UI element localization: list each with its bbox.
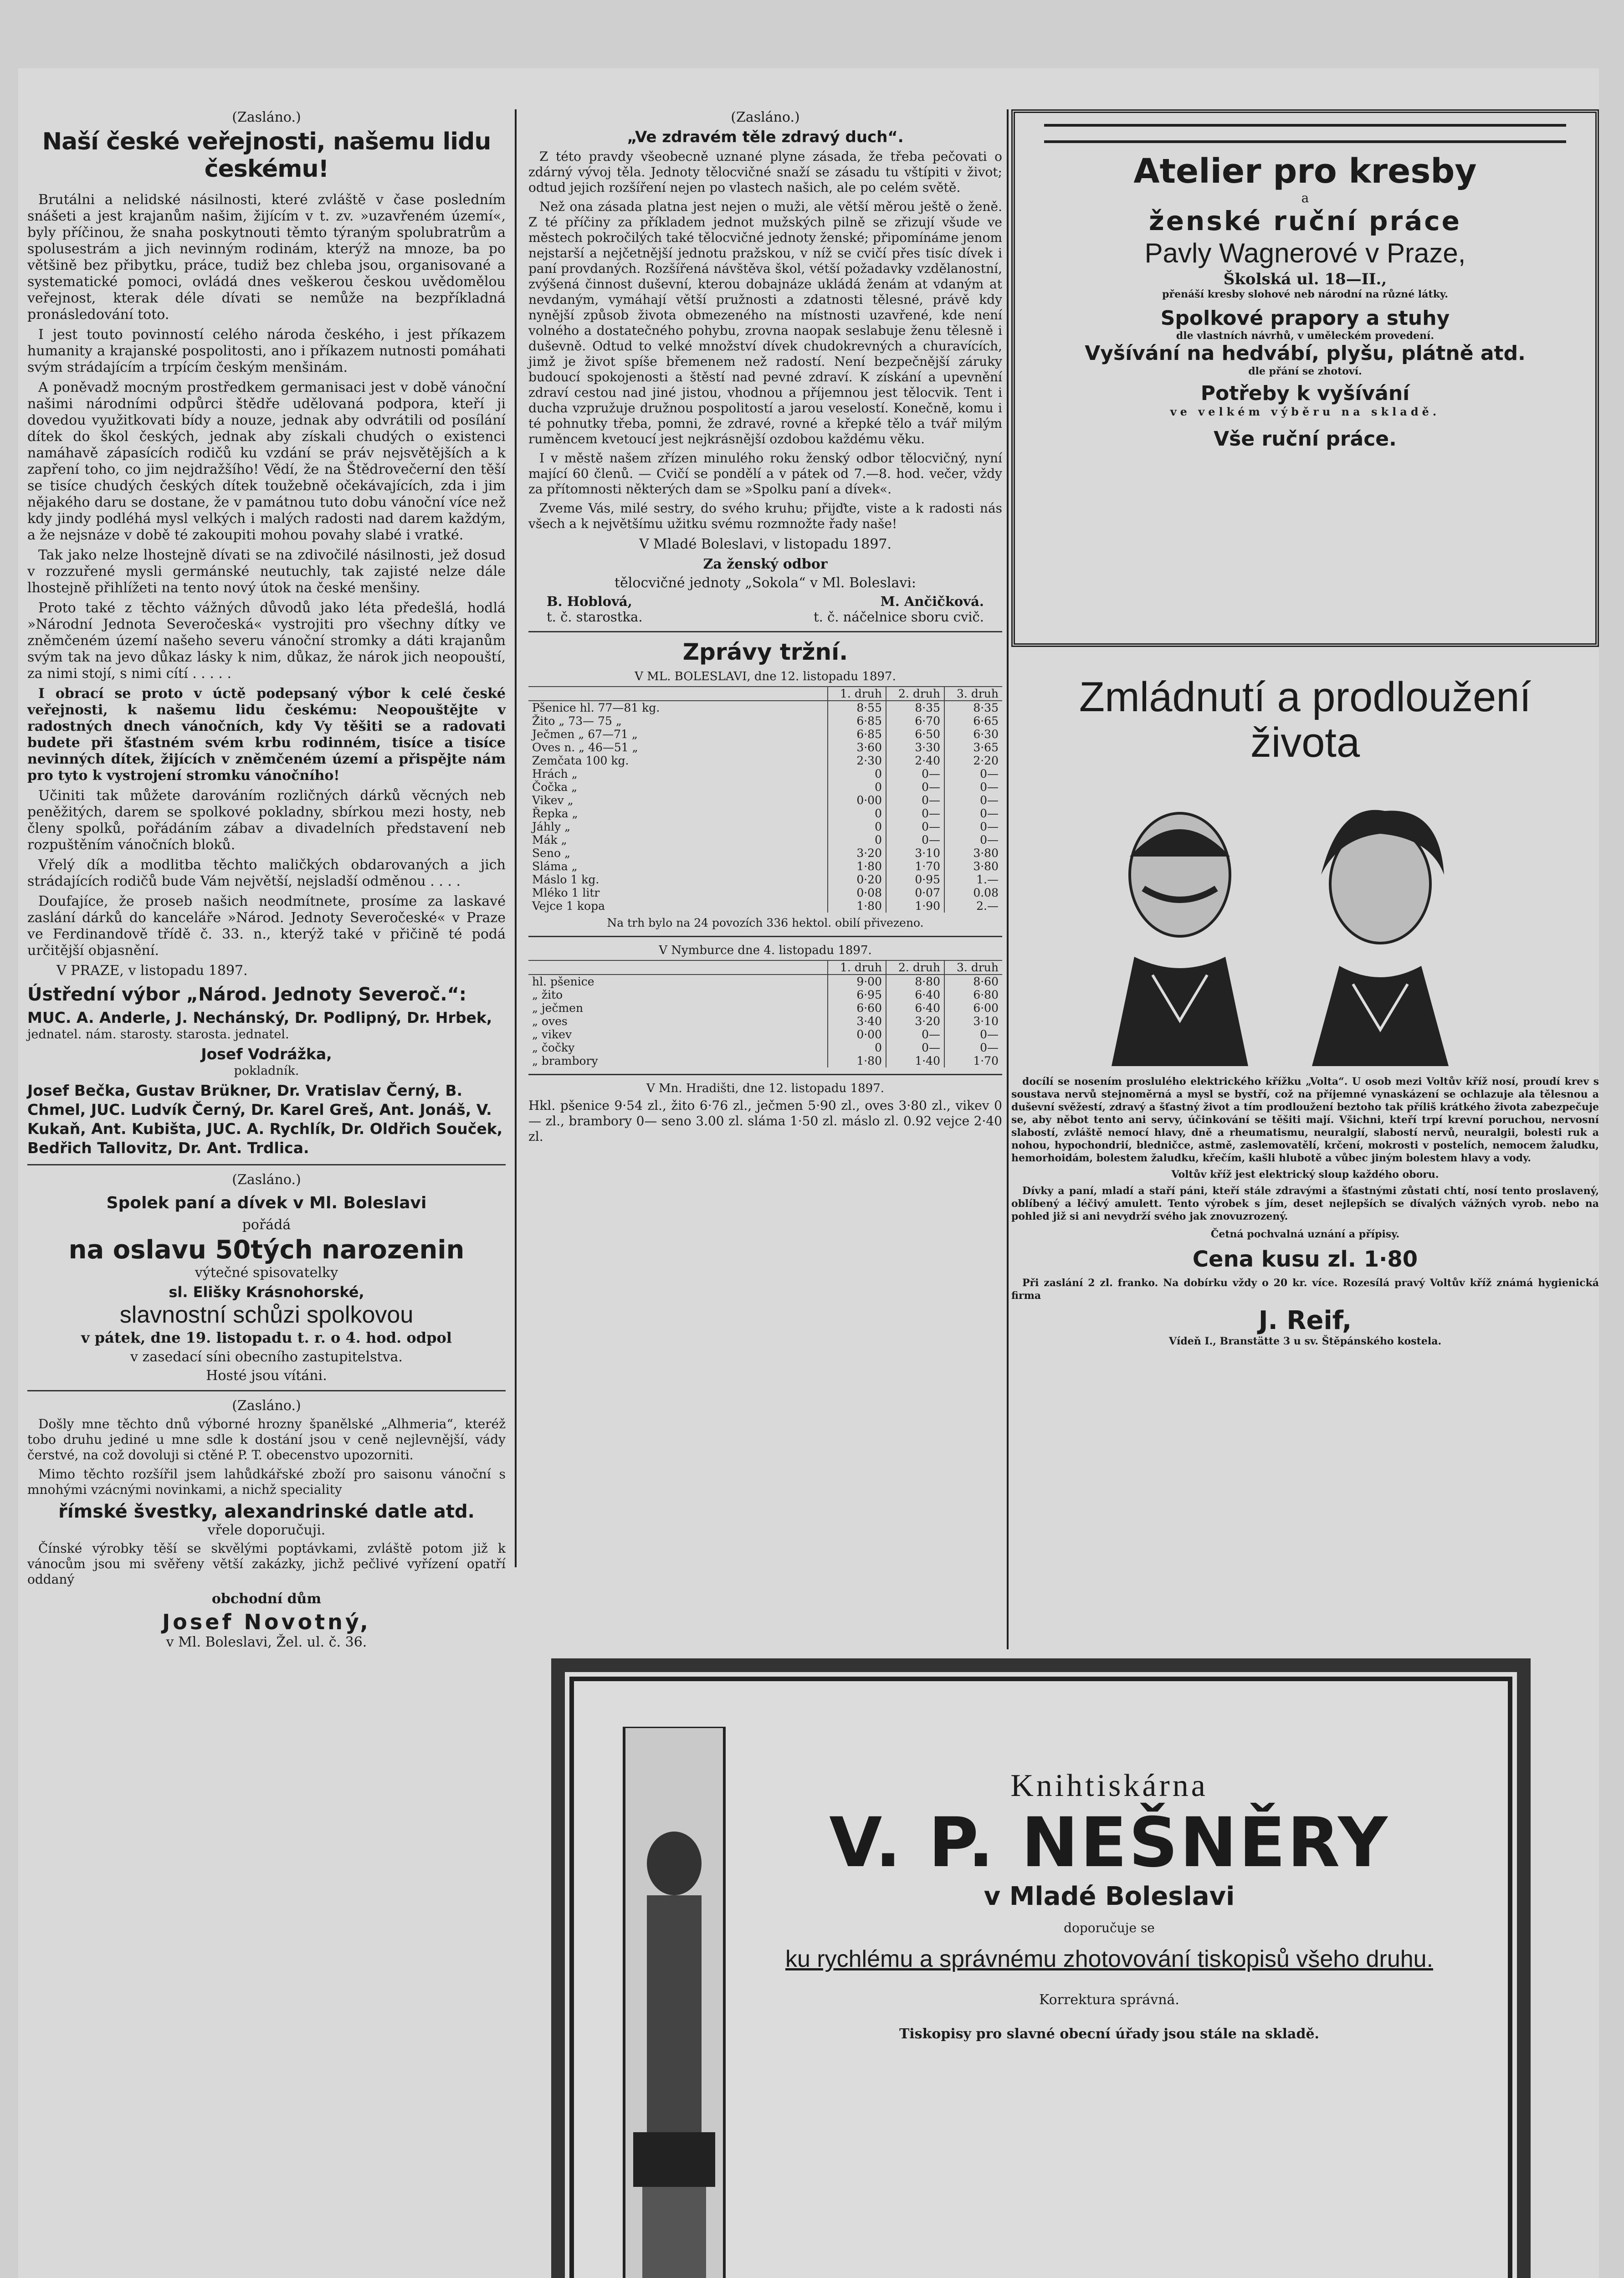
divider — [27, 1164, 506, 1165]
table-header-cell: 2. druh — [886, 960, 944, 975]
atelier-rucni: Vše ruční práce. — [1214, 427, 1397, 451]
nesnery-rychlemu: ku rychlému a správnému zhotovování tiskopisů všeho druhu. — [785, 1946, 1434, 1972]
zaslano-label: (Zasláno.) — [232, 1172, 301, 1188]
table-row — [528, 860, 1002, 873]
divider — [27, 1390, 506, 1391]
table-cell: 0·00 — [828, 1028, 886, 1041]
table-cell: 3·65 — [944, 741, 1002, 754]
zaslano-label: (Zasláno.) — [731, 109, 800, 125]
table-cell: 1·70 — [944, 1054, 1002, 1067]
table-cell: 8·55 — [828, 701, 886, 714]
sokol-paragraph: I v městě našem zřízen minulého roku ženský odbor tělocvičný, nyní mající 60 členů. — Cvičí se pondělí a v pátek od 7.—8. hod. večer, vždy za přítomnosti některých dam se »Spolku paní a dívek«. — [528, 451, 1002, 497]
table-cell: 6·70 — [886, 714, 944, 728]
table-cell: 0— — [944, 1041, 1002, 1054]
committee-names: Josef Vodrážka, — [201, 1045, 332, 1063]
table-row — [528, 1015, 1002, 1028]
sokol-paragraph: Zveme Vás, milé sestry, do svého kruhu; přijďte, viste a k radosti nás všech a k největšímu užitku svému rozmnožte řady naše! — [528, 501, 1002, 531]
atelier-potreby: Potřeby k vyšívání — [1200, 382, 1410, 405]
table-cell: 0 — [828, 820, 886, 833]
table-cell: „ brambory — [532, 1054, 598, 1067]
table-cell: 1·80 — [828, 860, 886, 873]
table-cell: 6·85 — [828, 714, 886, 728]
column-divider-1 — [515, 109, 517, 1567]
table-cell: 1·80 — [828, 899, 886, 913]
portraits-illustration — [1084, 784, 1494, 1066]
nesnery-name: V. P. NEŠNĚRY — [829, 1803, 1389, 1883]
table-cell: 0— — [886, 807, 944, 820]
table-row — [528, 767, 1002, 780]
table-cell: 0— — [944, 833, 1002, 847]
volta-headline: Zmládnutí a prodloužení života — [1079, 674, 1532, 766]
table-cell: 0— — [886, 1041, 944, 1054]
table-cell: Oves n. „ 46—51 „ — [532, 741, 638, 754]
table-cell: hl. pšenice — [532, 975, 594, 988]
table-cell: 0·08 — [828, 886, 886, 899]
table-cell: 8·60 — [944, 975, 1002, 988]
headline-appeal: Naší české veřejnosti, našemu lidu českému! — [42, 128, 491, 183]
reif-address: Vídeň I., Branstätte 3 u sv. Štěpánského kostela. — [1168, 1335, 1442, 1347]
signature-role: t. č. starostka. — [547, 609, 643, 625]
table-cell: Mléko 1 litr — [532, 886, 600, 899]
table-row — [528, 714, 1002, 728]
woman-portrait-icon — [1312, 810, 1449, 1066]
volta-shipping: Při zaslání 2 zl. franko. Na dobírku vždy o 20 kr. více. Rozesílá pravý Voltův kříž známá hygienická firma — [1011, 1277, 1599, 1302]
table-cell: 0 — [828, 1041, 886, 1054]
nesnery-mlade: v Mladé Boleslavi — [984, 1882, 1235, 1911]
vytecne-text: výtečné spisovatelky — [195, 1265, 338, 1281]
nesnery-ad — [551, 1658, 1531, 2278]
table-cell: Pšenice hl. 77—81 kg. — [532, 701, 660, 714]
nesnery-korektura: Korrektura správná. — [1039, 1992, 1179, 2008]
table-cell: 0— — [886, 794, 944, 807]
cinske-paragraph: Čínské výrobky těší se skvělými poptávkami, zvláště potom již k vánocům jsou mi svěřeny větší zakázky, jichž pečlivé vyřízení opatří oddaný — [27, 1541, 506, 1587]
atelier-prani: dle přání se zhotoví. — [1248, 365, 1362, 377]
divider — [528, 1074, 1002, 1075]
spolek-title: Spolek paní a dívek v Ml. Boleslavi — [106, 1194, 427, 1212]
place-date: V Mladé Boleslavi, v listopadu 1897. — [639, 536, 892, 552]
table-cell: 2·20 — [944, 754, 1002, 767]
signature-role: t. č. náčelnice sboru cvič. — [813, 609, 984, 625]
table-cell: 3·10 — [886, 847, 944, 860]
committee-roles: pokladník. — [234, 1064, 299, 1078]
table-cell: 0 — [828, 833, 886, 847]
market-table-nymburk — [528, 960, 1002, 1067]
table-header-cell — [528, 960, 828, 975]
appeal-paragraph: Brutálni a nelidské násilnosti, které zvláště v čase posledním snášeti a jest krajanům našim, žijícím v t. zv. »uzavřeném území«, byly příčinou, že snaha poskytnouti těmto týraným spolubratrům a spolusestrám a jich nevinným rodinám, kterýž na mnoze, ba po většině bez přibytku, práce, tudiž bez chleba jsou, organisované a systematické pomoci, ovládá dnes veškerou českou uvědomělou veřejnost, kterak déle dívati se nemůže na bezpříkladná pronásledování toto. — [27, 192, 506, 323]
table-cell: „ žito — [532, 988, 563, 1001]
table-cell: „ vikev — [532, 1028, 572, 1041]
table-header-row — [528, 960, 1002, 975]
man-portrait-icon — [1112, 813, 1248, 1066]
table-cell: Sláma „ — [532, 860, 578, 873]
column-right — [1011, 109, 1599, 1347]
committee-members: Josef Bečka, Gustav Brükner, Dr. Vratislav Černý, B. Chmel, JUC. Ludvík Černý, Dr. Karel Greš, Ant. Jonáš, V. Kukaň, Ant. Kubišta, JUC. A. Rychlík, Dr. Oldřich Souček, Bedřich Tallovitz, Dr. Ant. Trdlica. — [27, 1082, 503, 1157]
market-note: Na trh bylo na 24 povozích 336 hektol. obilí přivezeno. — [607, 916, 924, 929]
atelier-navrhu: dle vlastních návrhů, v uměleckém provedení. — [1176, 330, 1434, 342]
atelier-vysivani: Vyšívání na hedvábí, plyšu, plátně atd. — [1085, 342, 1526, 365]
table-cell: 0— — [886, 780, 944, 794]
atelier-prenasi: přenáší kresby slohové neb národní na různé látky. — [1162, 288, 1448, 300]
table-cell: Jáhly „ — [532, 820, 571, 833]
ornament-band — [1044, 124, 1566, 143]
table-cell: Seno „ — [532, 847, 570, 860]
appeal-paragraph: I jest touto povinností celého národa českého, i jest příkazem humanity a krajanské pospolitosti, ano i příkazem nutnosti pomáhati svým strádajícím a trpícím českým menšinám. — [27, 327, 506, 375]
table-cell: Zemčata 100 kg. — [532, 754, 629, 767]
atelier-a: a — [1301, 190, 1309, 205]
table-row — [528, 1028, 1002, 1041]
signature-right — [814, 594, 984, 625]
table-header-cell: 3. druh — [944, 960, 1002, 975]
table-cell: 6·00 — [944, 1001, 1002, 1015]
table-cell: 6·40 — [886, 1001, 944, 1015]
table-cell: 1·80 — [828, 1054, 886, 1067]
novotny-name: Josef Novotný, — [162, 1610, 371, 1634]
table-row — [528, 1054, 1002, 1067]
market-hradiste-text: Hkl. pšenice 9·54 zl., žito 6·76 zl., ječmen 5·90 zl., oves 3·80 zl., vikev 0— zl., brambory 0— seno 3.00 zl. sláma 1·50 zl. máslo zl. 0.92 vejce 2·40 zl. — [528, 1098, 1002, 1144]
atelier-zenske: ženské ruční práce — [1148, 205, 1462, 236]
table-cell: 0— — [886, 1028, 944, 1041]
signature-left — [547, 594, 643, 625]
table-cell: 0·95 — [886, 873, 944, 886]
atelier-skolska: Školská ul. 18—II., — [1223, 270, 1387, 288]
table-row — [528, 807, 1002, 820]
appeal-paragraph: Vřelý dík a modlitba těchto maličkých obdarovaných a jich strádajících rodičů bude Vám největší, nejsladší odměnou . . . . — [27, 857, 506, 889]
appeal-paragraph: Doufajíce, že proseb našich neodmítnete, prosíme za laskavé zaslání dárků do kanceláře »Národ. Jednoty Severočeské« v Praze ve Ferdinandově třídě č. 33. n., kterýž také v přičině té podá určitější objasnění. — [27, 893, 506, 959]
odbor-jednota: tělocvičné jednoty „Sokola“ v Ml. Boleslavi: — [614, 575, 916, 591]
table-cell: 1·70 — [886, 860, 944, 873]
volta-paragraph: Voltův kříž jest elektrický sloup každého oboru. — [1171, 1169, 1439, 1180]
appeal-paragraph: A poněvadž mocným prostředkem germanisaci jest v době vánoční našimi národními odpůrci štědře udělovaná podpora, kteří ji dovedou využitkovati bídy a nouze, jednak aby odvrátili od posílání dítek do škol českých, jednak aby získali chudých o existenci namáhavě zápasících rodičů ku vzdání se práv nejsvětějších a k zapření toho, co jim nejdražšího! Vědí, že na Štědrovečerní den těší se tisíce chudých českých dítek toužebně očekávajících, zda i jim nějakého daru se dostane, že v památnou tuto dobu vánoční více než kdy jindy podléhá mysl velkých i malých radosti nad darem každým, a že nejsnáze v době té zakoupiti mohou povahy slabé i vratké. — [27, 380, 506, 543]
table-cell: 3·20 — [828, 847, 886, 860]
table-cell: 0— — [886, 833, 944, 847]
atelier-title: Atelier pro kresby — [1133, 152, 1477, 191]
odbor-label: Za ženský odbor — [703, 556, 828, 572]
sokol-headline: „Ve zdravém těle zdravý duch“. — [627, 128, 904, 146]
svestky-headline: římské švestky, alexandrinské datle atd. — [58, 1501, 475, 1522]
place-date: V PRAZE, v listopadu 1897. — [56, 963, 248, 979]
table-cell: Hrách „ — [532, 767, 578, 780]
table-cell: 2·40 — [886, 754, 944, 767]
column-divider-2 — [1007, 109, 1009, 1649]
table-cell: Řepka „ — [532, 807, 578, 820]
table-cell: „ ječmen — [532, 1001, 584, 1015]
table-cell: 3·10 — [944, 1015, 1002, 1028]
market-table-title: V ML. BOLESLAVI, dne 12. listopadu 1897. — [635, 670, 896, 683]
table-cell: 1·90 — [886, 899, 944, 913]
zaslano-label: (Zasláno.) — [232, 109, 301, 125]
eliska-name: sl. Elišky Krásnohorské, — [169, 1283, 364, 1301]
table-cell: 6·80 — [944, 988, 1002, 1001]
volta-paragraph: Četná pochvalná uznání a přípisy. — [1210, 1228, 1400, 1240]
table-cell: 2.— — [944, 899, 1002, 913]
oslava-headline: na oslavu 50tých narozenin — [68, 1235, 465, 1265]
table-cell: 6·85 — [828, 728, 886, 741]
table-cell: „ čočky — [532, 1041, 575, 1054]
nesnery-tiskopisy: Tiskopisy pro slavné obecní úřady jsou stále na skladě. — [899, 2026, 1320, 2042]
table-cell: 3·60 — [828, 741, 886, 754]
volta-price: Cena kusu zl. 1·80 — [1192, 1247, 1418, 1272]
table-cell: 3·40 — [828, 1015, 886, 1028]
table-row — [528, 794, 1002, 807]
reif-name: J. Reif, — [1258, 1306, 1352, 1335]
statue-ornament-icon — [615, 1727, 733, 2278]
divider — [528, 936, 1002, 937]
table-header-row — [528, 687, 1002, 701]
sokol-paragraph: Z této pravdy všeobecně uznané plyne zásada, že třeba pečovati o zdárný vývoj těla. Jednoty tělocvičné snaží se zásadu tu vštípiti v život; odtud jejich rozšíření nejen po vlastech našich, ale po celém světě. — [528, 149, 1002, 195]
table-cell: Čočka „ — [532, 780, 578, 794]
table-cell: 0.08 — [944, 886, 1002, 899]
novotny-address: v Ml. Boleslavi, Žel. ul. č. 36. — [166, 1634, 367, 1650]
table-cell: „ oves — [532, 1015, 568, 1028]
table-cell: 0— — [886, 820, 944, 833]
obchodni-dum: obchodní dům — [211, 1591, 322, 1607]
table-cell: 0 — [828, 767, 886, 780]
committee-heading: Ústřední výbor „Národ. Jednoty Severoč.“: — [27, 984, 466, 1005]
newspaper-page — [18, 68, 1599, 2278]
volta-paragraph: docílí se nosením proslulého elektrického křížku „Volta“. U osob mezi Voltův kříž nosí, proudí krev s soustava nervů stejnoměrná a mysl se bystří, což na příjemné vynaskázení se ochlazuje ala tělesnou a duševní svěžestí, zdravý a šťastný život a tím prodloužení beztoho tak příliš krátkého života zabezpečuje se, aby něbot tento ani servy, účinkování se těšiti mají. Všichni, kteří trpí krevní poruchou, nervosní slabostí, zvláště nemocí hlavy, dně a rheumatismu, neuralgií, slabostí nervů, neuralgii, bolesti ruk a nohou, hypochondrií, bledničce, astmě, zaslemovatělí, krčení, mokrosti v postelích, nemocem žaludku, hemorhoidám, bolestem žaludku, křečím, kašli hlubotě a vůbec jiným bolestem hlavy a vody. — [1011, 1076, 1599, 1164]
zaslano-label: (Zasláno.) — [232, 1398, 301, 1414]
market-table-title: V Mn. Hradišti, dne 12. listopadu 1897. — [646, 1082, 885, 1095]
table-cell: 6·60 — [828, 1001, 886, 1015]
table-row — [528, 899, 1002, 913]
table-row — [528, 975, 1002, 988]
atelier-ad — [1011, 109, 1599, 647]
table-header-cell: 1. druh — [828, 687, 886, 701]
table-row — [528, 1041, 1002, 1054]
porada-text: pořádá — [242, 1217, 291, 1233]
lahudky-paragraph: Mimo těchto rozšířil jsem lahůdkářské zboží pro saisonu vánoční s mnohými vzácnými novinkami, a nichž speciality — [27, 1467, 506, 1497]
table-header-cell — [528, 687, 828, 701]
guests-welcome: Hosté jsou vítáni. — [206, 1368, 327, 1384]
table-cell: 2·30 — [828, 754, 886, 767]
atelier-vyber: ve velkém výběru na skladě. — [1170, 405, 1440, 418]
table-header-cell: 2. druh — [886, 687, 944, 701]
table-cell: 8·35 — [886, 701, 944, 714]
table-cell: Mák „ — [532, 833, 567, 847]
table-cell: Vejce 1 kopa — [532, 899, 605, 913]
signature-name: M. Ančičková. — [880, 594, 984, 609]
market-heading: Zprávy tržní. — [682, 639, 848, 665]
table-cell: 1.— — [944, 873, 1002, 886]
knihtiskarna-title: Knihtiskárna — [1010, 1768, 1208, 1803]
table-cell: 3·80 — [944, 860, 1002, 873]
table-cell: 0— — [944, 780, 1002, 794]
table-cell: 0— — [944, 767, 1002, 780]
table-cell: 6·40 — [886, 988, 944, 1001]
table-cell: 8·35 — [944, 701, 1002, 714]
market-table-title: V Nymburce dne 4. listopadu 1897. — [659, 944, 872, 957]
appeal-paragraph: I obrací se proto v úctě podepsaný výbor k celé české veřejnosti, k našemu lidu českému: Neopouštějte v radostných dnech vánočních, kdy Vy těšiti se a radovati budete při šťastném svém krbu rodinném, tisíce a tisíce nevinných dítek, žijících v zněmčeném území a přispějte nám pro tyto k vystrojení stromku vánočního! — [27, 686, 506, 784]
market-table-boleslav — [528, 686, 1002, 913]
table-cell: 6·65 — [944, 714, 1002, 728]
committee-roles: jednatel. nám. starosty. starosta. jednatel. — [27, 1027, 289, 1042]
volta-paragraph: Dívky a paní, mladí a staří páni, kteří stále zdravými a šťastnými zůstati chtí, nosí tento proslavený, oblíbený a léčivý amulett. Tento výrobek s jím, deset nejlepších se dívalých vážných vyrob. nebo na pohled již si ani nevydrží svého jak znovuzrozený. — [1011, 1185, 1599, 1222]
table-cell: 8·80 — [886, 975, 944, 988]
table-row — [528, 886, 1002, 899]
volta-ad — [1011, 674, 1599, 1347]
appeal-paragraph: Proto také z těchto vážných důvodů jako léta předešlá, hodlá »Národní Jednota Severočeská« vystrojiti pro všechny dítky ve zněmčeném území našeho severu vánoční stromky a dáti krajanům svým tak na jevo důkaz lásky k nim, důkaz, že nárok jich neopouští, za nimi stojí, s nimi cítí . . . . . — [27, 600, 506, 682]
table-cell: 0 — [828, 780, 886, 794]
column-middle — [528, 109, 1002, 1148]
appeal-paragraph: Učiniti tak můžete darováním rozličných dárků věcných neb peněžitých, darem se spolkové pokladny, sbírkou mezi hosty, neb členy spolků, pořádáním zábav a divadelních představení neb rozpuštěním vánočních bloků. — [27, 788, 506, 853]
table-row — [528, 820, 1002, 833]
table-row — [528, 873, 1002, 886]
table-cell: 0·00 — [828, 794, 886, 807]
atelier-prapory: Spolkové prapory a stuhy — [1160, 307, 1450, 330]
sokol-paragraph: Než ona zásada platna jest nejen o muži, ale větší měrou ještě o ženě. Z té příčiny za příkladem jednot mužských pilně se zřizují všude ve městech pokročilých také tělocvičné jednoty ženské; připomínáme jenom nejstarší a nejčetnější jednotu pražskou, v níž se cvičí přes tisíc dívek i paní provdaných. Rozšířená návštěva škol, vétší požadavky vzdělanostní, zvýšená činnost duševní, kterou dobajnáze ukládá ženám at vdaným at nevdaným, vymáhají větší pružnosti a zdatnosti tělesné, právě kdy nynější způsob života obmezeného na místnosti uzavřené, kde není volného a dostatečného pohybu, zrovna naopak seslabuje ženu tělesně i duševně. Odtud to velké množství dívek chudokrevných a churavících, jimž je život spíše břemenem než radostí. Není bezpečnější záruky budoucí spokojenosti a štěstí nad pevné zdraví. K získání a upevnění zdraví cestou nad jiné jistou, vhodnou a příjemnou jest tělocvik. Tent i ducha vzpružuje družnou pospolitostí a jarou veselostí. Konečně, komu i té pohnutky třeba, pomni, že zdravé, rovné a křepké tělo a tvář milým ruměncem kvetoucí jest nejkrásnější ozdobou každému věku. — [528, 199, 1002, 446]
table-header-cell: 3. druh — [944, 687, 1002, 701]
table-row — [528, 847, 1002, 860]
table-cell: Ječmen „ 67—71 „ — [532, 728, 638, 741]
table-row — [528, 741, 1002, 754]
appeal-paragraph: Tak jako nelze lhostejně dívati se na zdivočilé násilnosti, jež dosud v rozzuřené mysli germánské neutuchly, tak zajisté nelze dále lhostejně přihlížeti na tento nový útok na české menšiny. — [27, 547, 506, 596]
doporucuji-text: vřele doporučuji. — [207, 1522, 326, 1538]
table-cell: 9·00 — [828, 975, 886, 988]
table-cell: 3·30 — [886, 741, 944, 754]
table-row — [528, 701, 1002, 714]
table-cell: 0— — [944, 794, 1002, 807]
table-row — [528, 780, 1002, 794]
event-date: v pátek, dne 19. listopadu t. r. o 4. hod. odpol — [81, 1329, 452, 1346]
hrozny-paragraph: Došly mne těchto dnů výborné hrozny španělské „Alhmeria“, kteréž tobo druhu jediné u mne sdle k dostání jsou v ceně nejlevnější, vády čerstvé, na což dovoluji si ctěné P. T. obecenstvo upozorniti. — [27, 1416, 506, 1462]
table-row — [528, 833, 1002, 847]
table-row — [528, 988, 1002, 1001]
table-row — [528, 1001, 1002, 1015]
table-cell: 0— — [944, 820, 1002, 833]
committee-names: MUC. A. Anderle, J. Nechánský, Dr. Podlipný, Dr. Hrbek, — [27, 1009, 492, 1026]
table-cell: Vikev „ — [532, 794, 574, 807]
table-cell: 6·95 — [828, 988, 886, 1001]
table-row — [528, 728, 1002, 741]
table-cell: 3·80 — [944, 847, 1002, 860]
nesnery-doporucuje: doporučuje se — [1064, 1920, 1155, 1935]
table-cell: 6·30 — [944, 728, 1002, 741]
table-cell: 0— — [944, 807, 1002, 820]
table-cell: Žito „ 73— 75 „ — [532, 714, 622, 728]
table-header-cell: 1. druh — [828, 960, 886, 975]
table-cell: 0 — [828, 807, 886, 820]
signature-name: B. Hoblová, — [547, 594, 632, 609]
table-cell: 6·50 — [886, 728, 944, 741]
divider — [528, 631, 1002, 632]
schuze-headline: slavnostní schůzi spolkovou — [119, 1302, 414, 1328]
table-cell: 0— — [944, 1028, 1002, 1041]
table-cell: 0·07 — [886, 886, 944, 899]
event-place: v zasedací síni obecního zastupitelstva. — [130, 1349, 403, 1365]
table-cell: 1·40 — [886, 1054, 944, 1067]
table-cell: 0— — [886, 767, 944, 780]
table-cell: Máslo 1 kg. — [532, 873, 599, 886]
column-left — [27, 109, 506, 1653]
atelier-pavly: Pavly Wagnerové v Praze, — [1144, 238, 1466, 268]
table-cell: 0·20 — [828, 873, 886, 886]
table-row — [528, 754, 1002, 767]
table-cell: 3·20 — [886, 1015, 944, 1028]
